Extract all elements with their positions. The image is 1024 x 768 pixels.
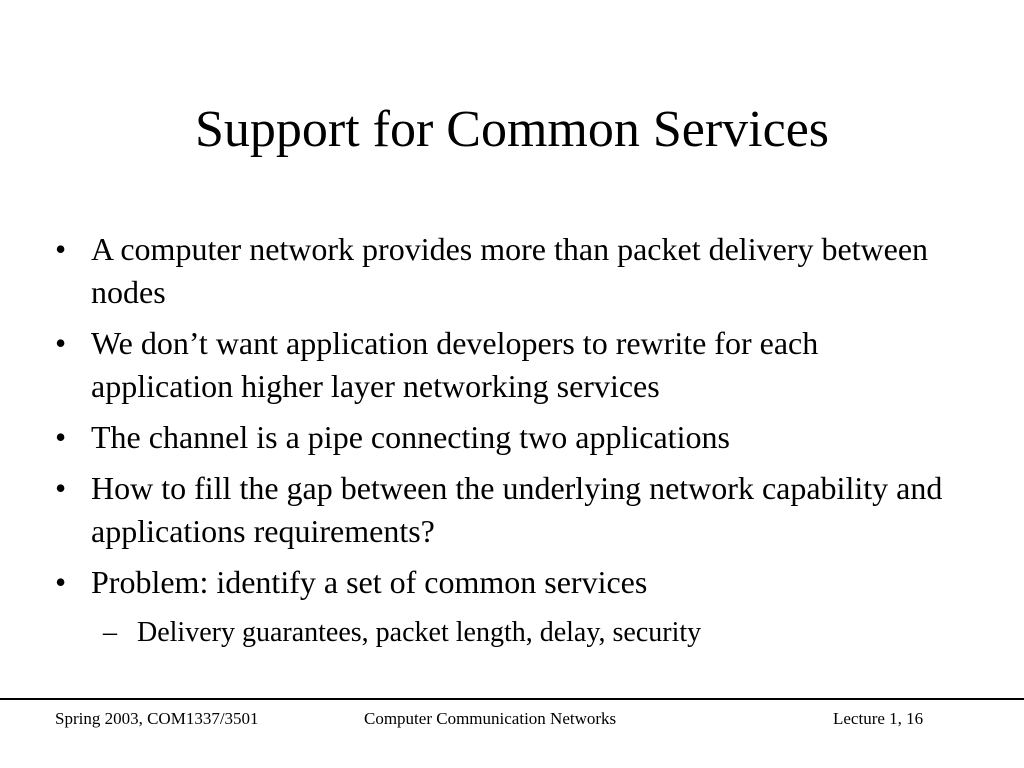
footer-course-title: Computer Communication Networks: [364, 709, 617, 728]
bullet-item: [55, 322, 955, 408]
bullet-marker: •: [55, 419, 67, 455]
bullet-marker: •: [55, 231, 67, 267]
bullet-text: We don’t want application developers to rewrite for each application higher layer networking services: [91, 325, 819, 404]
sub-bullet-marker: –: [103, 617, 117, 648]
footer-course: Spring 2003, COM1337/3501: [55, 709, 259, 728]
bullet-marker: •: [55, 325, 67, 361]
sub-bullet-item: [55, 614, 955, 651]
bullet-item: [55, 416, 955, 459]
bullet-marker: •: [55, 564, 67, 600]
bullet-item: [55, 561, 955, 604]
bullet-item: [55, 467, 955, 553]
footer-divider: [0, 698, 1024, 700]
slide-title: Support for Common Services: [194, 101, 830, 158]
bullet-marker: •: [55, 470, 67, 506]
bullet-list: [55, 228, 955, 612]
bullet-text: Problem: identify a set of common services: [91, 564, 648, 600]
footer-lecture-number: Lecture 1, 16: [833, 709, 924, 728]
bullet-text: How to fill the gap between the underlying network capability and applications requirements?: [91, 470, 943, 549]
bullet-text: A computer network provides more than packet delivery between nodes: [91, 231, 929, 310]
sub-bullet-text: Delivery guarantees, packet length, delay, security: [137, 617, 702, 648]
sub-bullet-list-positioned: [55, 618, 955, 651]
bullet-item: [55, 228, 955, 314]
bullet-text: The channel is a pipe connecting two applications: [91, 419, 730, 455]
